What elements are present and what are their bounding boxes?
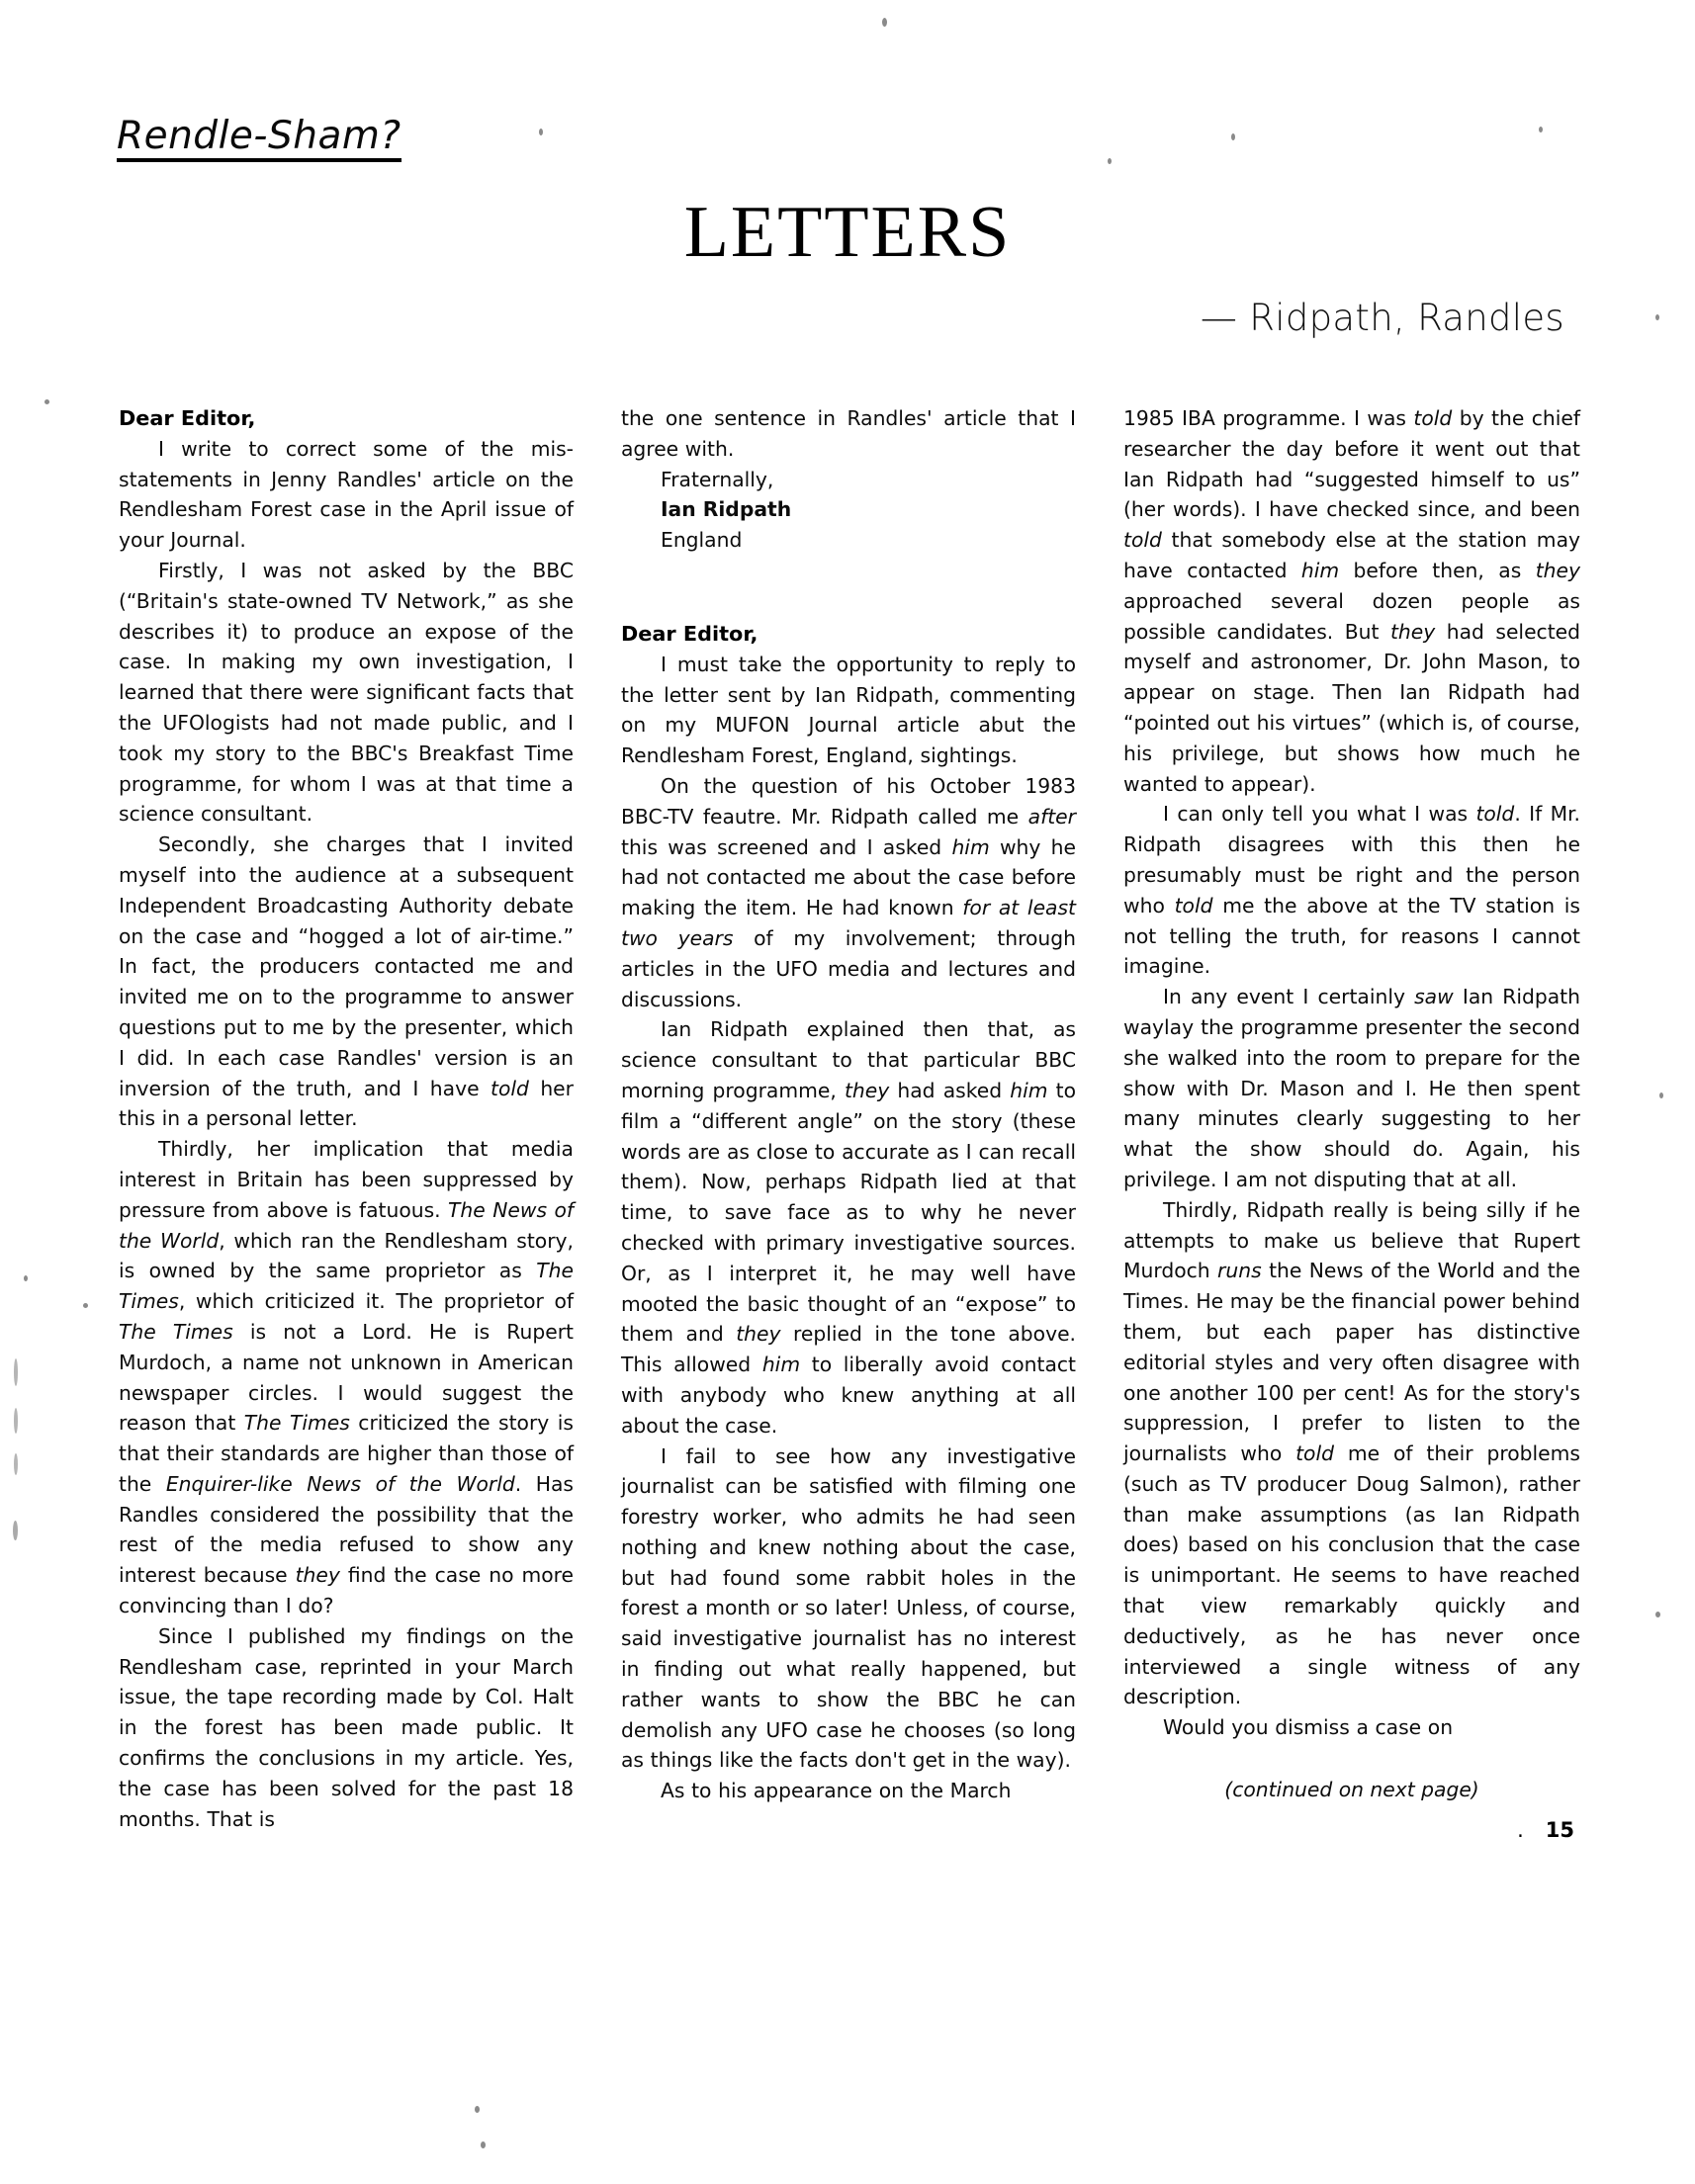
- letter-2-paragraph-2: On the question of his October 1983 BBC-TV feautre. Mr. Ridpath called me after this was screened and I asked him why he had not contacted me about the case before making the item. He had known for at least two years of my involvement; through articles in the UFO media and lectures and discussions.: [621, 773, 1077, 1011]
- letter-2-paragraph-6: I can only tell you what I was told. If Mr. Ridpath disagrees with this then he presumably must be right and the person who told me the above at the TV station is not telling the truth, for reasons I cannot imagine.: [1123, 802, 1580, 979]
- section-flag: Rendle-Sham?: [117, 117, 401, 162]
- scan-speckle: [1539, 127, 1543, 132]
- letter-1-paragraph-2: Firstly, I was not asked by the BBC (“Britain's state-owned TV Network,” as she describes it) to produce an expose of the case. In making my own investigation, I learned that there were significant facts that the UFOlogists had not made public, and I took my story to the BBC's Breakfast Time programme, for whom I was at that time a science consultant.: [119, 558, 574, 827]
- letter-1-salutation: Dear Editor,: [119, 406, 256, 430]
- letter-2-paragraph-1: I must take the opportunity to reply to the letter sent by Ian Ridpath, commenting on my MUFON Journal article abut the Rendlesham Forest, England, sightings.: [621, 652, 1076, 768]
- letter-2-paragraph-8: Thirdly, Ridpath really is being silly if he attempts to make us believe that Rupert Murdoch runs the News of the World and the Times. He may be the financial power behind them, but each paper has distinctive editorial styles and very often disagree with one another 100 per cent! As for the story's suppression, I prefer to listen to the journalists who told me of their problems (such as TV producer Doug Salmon), rather than make assumptions (as Ian Ridpath does) based on his conclusion that the case is unimportant. He seems to have reached that view remarkably quickly and deductively, as he has never once interviewed a single witness of any description.: [1123, 1197, 1580, 1709]
- scan-speckle: [45, 399, 49, 404]
- letter-2-paragraph-3: Ian Ridpath explained then that, as science consultant to that particular BBC morning programme, they had asked him to film a “different angle” on the story (these words are as close to accurate as I can recall them). Now, perhaps Ridpath lied at that time, to save face as to why he never checked with primary investigative sources. Or, as I interpret it, he may well have mooted the basic thought of an “expose” to them and they replied in the tone above. This allowed him to liberally avoid contact with anybody who knew anything at all about the case.: [621, 1017, 1077, 1438]
- scan-speckle: [1231, 133, 1235, 140]
- masthead: [0, 192, 1695, 273]
- scan-speckle: [1655, 1612, 1660, 1617]
- letter-1-signature-block: [621, 465, 1076, 556]
- folio-dot: .: [1517, 1818, 1524, 1843]
- article-columns: [119, 403, 1580, 1842]
- column-2: [621, 403, 1076, 1842]
- letter-1-paragraph-3: Secondly, she charges that I invited myself into the audience at a subsequent Independent Broadcasting Authority debate on the case and “hogged a lot of air-time.” In fact, the producers contacted me and invited me on to the programme to answer questions put to me by the presenter, which I did. In each case Randles' version is an inversion of the truth, and I have told her this in a personal letter.: [119, 832, 574, 1131]
- scan-speckle: [14, 1453, 18, 1475]
- letter-1-paragraph-5-continuation: the one sentence in Randles' article that I agree with.: [621, 406, 1076, 461]
- scan-speckle: [13, 1521, 18, 1540]
- scan-speckle: [1659, 1092, 1663, 1098]
- page-number: 15: [1545, 1818, 1574, 1843]
- scan-speckle: [24, 1275, 28, 1281]
- scan-speckle: [14, 1408, 18, 1434]
- letter-1-signoff: Fraternally,: [661, 467, 774, 491]
- letter-1-location: England: [661, 528, 743, 553]
- scan-speckle: [14, 1358, 18, 1386]
- scan-speckle: [83, 1303, 88, 1308]
- letter-1-paragraph-5: Since I published my findings on the Rendlesham case, reprinted in your March issue, the tape recording made by Col. Halt in the forest has been made public. It confirms the conclusions in my article. Yes, the case has been solved for the past 18 months. That is: [119, 1623, 574, 1831]
- page-title: LETTERS: [683, 192, 1012, 273]
- letter-separator: [621, 556, 1076, 619]
- letter-2-paragraph-5-continuation: 1985 IBA programme. I was told by the chief researcher the day before it went out that Ian Ridpath had “suggested himself to us” (her words). I have checked since, and been told that somebody else at the station may have contacted him before then, as they approached several dozen people as possible candidates. But they had selected myself and astronomer, Dr. John Mason, to appear on stage. Then Ian Ridpath had “pointed out his virtues” (which is, of course, his privilege, but shows how much he wanted to appear).: [1123, 406, 1580, 796]
- column-3: [1123, 403, 1580, 1842]
- scan-speckle: [481, 2141, 486, 2148]
- letter-1-paragraph-1: I write to correct some of the mis-statements in Jenny Randles' article on the Rendlesham Forest case in the April issue of your Journal.: [119, 436, 574, 553]
- letter-1-signer: Ian Ridpath: [661, 497, 792, 522]
- scan-speckle: [1655, 314, 1659, 320]
- scan-speckle: [475, 2106, 480, 2113]
- scan-speckle: [882, 18, 887, 27]
- letter-2-paragraph-9: Would you dismiss a case on: [1163, 1715, 1454, 1740]
- byline: — Ridpath, Randles: [1200, 297, 1564, 339]
- letter-2-paragraph-7: In any event I certainly saw Ian Ridpath waylay the programme presenter the second she walked into the room to prepare for the show with Dr. Mason and I. He then spent many minutes clearly suggesting to her what the show should do. Again, his privilege. I am not disputing that at all.: [1123, 985, 1580, 1191]
- letter-1-paragraph-4: Thirdly, her implication that media interest in Britain has been suppressed by pressure from above is fatuous. The News of the World, which ran the Rendlesham story, is owned by the same proprietor as The Times, which criticized it. The proprietor of The Times is not a Lord. He is Rupert Murdoch, a name not unknown in American newspaper circles. I would suggest the reason that The Times criticized the story is that their standards are higher than those of the Enquirer-like News of the World. Has Randles considered the possibility that the rest of the media refused to show any interest because they find the case no more convincing than I do?: [119, 1137, 575, 1618]
- letter-2-salutation: Dear Editor,: [621, 621, 758, 646]
- scan-speckle: [1108, 158, 1112, 164]
- page-folio: [1123, 1818, 1580, 1842]
- scan-speckle: [539, 129, 543, 135]
- continued-note: (continued on next page): [1224, 1778, 1479, 1802]
- letter-2-paragraph-4: I fail to see how any investigative journalist can be satisfied with filming one forestry worker, who admits he had seen nothing and knew nothing about the case, but had found some rabbit holes in the forest a month or so later! Unless, of course, said investigative journalist has no interest in finding out what really happened, but rather wants to show the BBC he can demolish any UFO case he chooses (so long as things like the facts don't get in the way).: [621, 1443, 1076, 1773]
- letter-2-paragraph-5: As to his appearance on the March: [661, 1779, 1012, 1803]
- column-1: [119, 403, 574, 1842]
